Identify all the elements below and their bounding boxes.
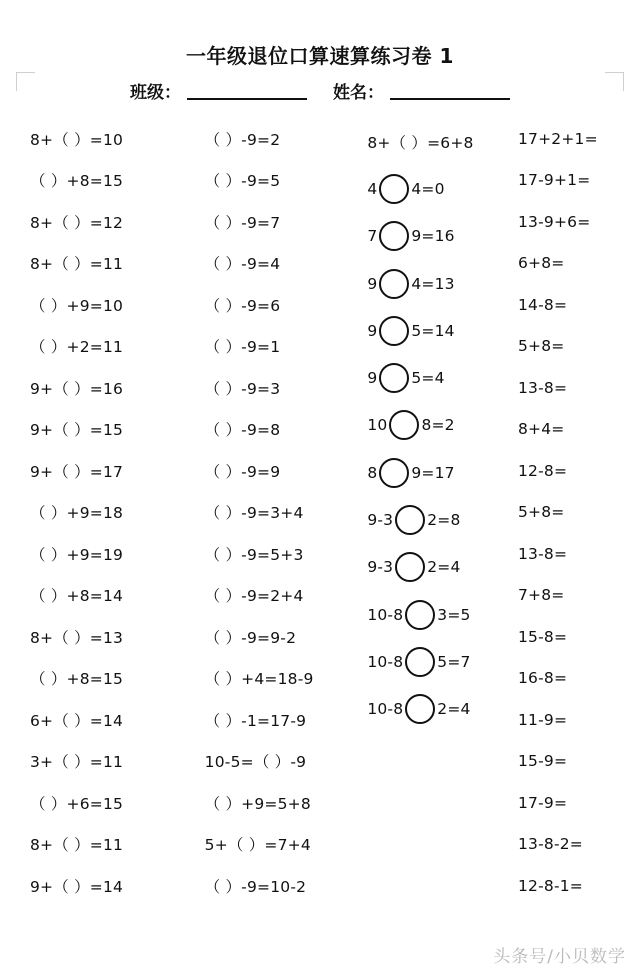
problem-item: （ ）-9=5 — [204, 172, 281, 191]
problem-column-2 — [193, 118, 361, 945]
problem-item: 5+8= — [517, 503, 565, 522]
problem-item: 7+8= — [517, 586, 565, 605]
problem-item: 17-9= — [517, 793, 568, 812]
problem-left: 9 — [367, 274, 378, 293]
problem-item — [363, 260, 513, 307]
problem-item: （ ）-9=3+4 — [204, 504, 304, 523]
problem-item: 6+（ ）=14 — [30, 711, 124, 730]
problem-item — [363, 686, 513, 733]
problem-item: （ ）+9=19 — [30, 545, 124, 564]
problem-column-1 — [18, 118, 190, 945]
problem-left: 9-3 — [367, 511, 394, 530]
problem-item: 8+（ ）=11 — [30, 836, 124, 855]
problem-item: 15-8= — [517, 627, 568, 646]
problem-item: 13-8= — [517, 378, 568, 397]
problem-item — [363, 118, 513, 165]
problem-left: 8+（ ）=6+8 — [367, 133, 474, 152]
problem-item: （ ）-9=2 — [204, 130, 281, 149]
problem-item: （ ）+8=15 — [30, 670, 124, 689]
problem-item: 17-9+1= — [517, 171, 591, 190]
name-blank-line — [390, 97, 510, 100]
problem-item: 8+（ ）=13 — [30, 628, 124, 647]
circle-blank-icon — [395, 552, 425, 582]
problem-item — [363, 165, 513, 212]
circle-blank-icon — [379, 221, 409, 251]
problem-item: 12-8= — [517, 461, 568, 480]
problem-right: 2=4 — [427, 558, 461, 577]
problem-item: （ ）+6=15 — [30, 794, 124, 813]
problem-right: 4=0 — [411, 179, 445, 198]
problem-item: （ ）+4=18-9 — [204, 670, 314, 689]
problem-item: 17+2+1= — [517, 129, 598, 148]
problem-item — [363, 544, 513, 591]
problem-item: （ ）-9=3 — [204, 379, 281, 398]
problem-item: 8+4= — [517, 420, 565, 439]
problem-item: 8+（ ）=10 — [30, 130, 124, 149]
problem-item — [363, 449, 513, 496]
problem-item: 15-9= — [517, 752, 568, 771]
problem-item: 13-9+6= — [517, 212, 591, 231]
problem-item: （ ）-9=1 — [204, 338, 281, 357]
problem-item: （ ）-9=10-2 — [204, 877, 307, 896]
circle-blank-icon — [379, 363, 409, 393]
class-label: 班级： — [130, 83, 181, 103]
problem-item: （ ）-9=5+3 — [204, 545, 304, 564]
problem-item: （ ）-9=9 — [204, 462, 281, 481]
problem-right: 9=17 — [411, 463, 455, 482]
problem-item: 13-8= — [517, 544, 568, 563]
problem-item: （ ）-9=7 — [204, 213, 281, 232]
problem-right: 5=4 — [411, 369, 445, 388]
circle-blank-icon — [379, 316, 409, 346]
problem-columns — [18, 118, 626, 945]
problem-left: 9 — [367, 369, 378, 388]
problem-item: 9+（ ）=14 — [30, 877, 124, 896]
problem-item: （ ）+9=10 — [30, 296, 124, 315]
circle-blank-icon — [405, 647, 435, 677]
problem-right: 2=8 — [427, 511, 461, 530]
problem-left: 9-3 — [367, 558, 394, 577]
problem-left: 7 — [367, 227, 378, 246]
problem-right: 4=13 — [411, 274, 455, 293]
problem-item — [363, 591, 513, 638]
problem-right: 8=2 — [421, 416, 455, 435]
problem-right: 3=5 — [437, 605, 471, 624]
problem-item: （ ）-9=9-2 — [204, 628, 297, 647]
problem-item: 10-5=（ ）-9 — [204, 753, 307, 772]
problem-left: 10-8 — [367, 605, 404, 624]
problem-right: 5=14 — [411, 321, 455, 340]
problem-column-4 — [516, 118, 626, 945]
problem-left: 8 — [367, 463, 378, 482]
problem-right: 5=7 — [437, 652, 471, 671]
circle-blank-icon — [379, 458, 409, 488]
problem-item — [363, 354, 513, 401]
problem-item: （ ）-9=6 — [204, 296, 281, 315]
problem-left: 9 — [367, 321, 378, 340]
problem-left: 4 — [367, 179, 378, 198]
class-blank-line — [187, 97, 307, 100]
problem-item: 3+（ ）=11 — [30, 753, 124, 772]
problem-item: （ ）-9=8 — [204, 421, 281, 440]
problem-item: （ ）-9=2+4 — [204, 587, 304, 606]
problem-item: 9+（ ）=15 — [30, 421, 124, 440]
circle-blank-icon — [379, 174, 409, 204]
problem-item: （ ）+8=14 — [30, 587, 124, 606]
problem-right: 2=4 — [437, 700, 471, 719]
name-label: 姓名： — [333, 83, 384, 103]
problem-item: （ ）+2=11 — [30, 338, 124, 357]
problem-item — [363, 638, 513, 685]
problem-item — [363, 213, 513, 260]
problem-item: 12-8-1= — [517, 876, 583, 895]
student-info-row — [0, 78, 640, 103]
problem-item — [363, 496, 513, 543]
problem-item: 8+（ ）=11 — [30, 255, 124, 274]
problem-right: 9=16 — [411, 227, 455, 246]
circle-blank-icon — [379, 269, 409, 299]
problem-item: 11-9= — [517, 710, 568, 729]
problem-item: 5+（ ）=7+4 — [204, 836, 311, 855]
problem-item: 5+8= — [517, 337, 565, 356]
problem-item — [363, 307, 513, 354]
problem-item: （ ）-1=17-9 — [204, 711, 307, 730]
problem-item: 8+（ ）=12 — [30, 213, 124, 232]
problem-left: 10 — [367, 416, 388, 435]
problem-item: （ ）+9=18 — [30, 504, 124, 523]
problem-item: （ ）+9=5+8 — [204, 794, 311, 813]
problem-item: 13-8-2= — [517, 835, 583, 854]
problem-item: 9+（ ）=16 — [30, 379, 124, 398]
circle-blank-icon — [405, 600, 435, 630]
page-title: 一年级退位口算速算练习卷 1 — [186, 44, 454, 68]
problem-item: （ ）-9=4 — [204, 255, 281, 274]
problem-left: 10-8 — [367, 700, 404, 719]
watermark: 头条号/小贝数学 — [493, 947, 626, 967]
circle-blank-icon — [395, 505, 425, 535]
problem-left: 10-8 — [367, 652, 404, 671]
problem-item: 9+（ ）=17 — [30, 462, 124, 481]
problem-item: 16-8= — [517, 669, 568, 688]
problem-item: 6+8= — [517, 254, 565, 273]
problem-item: （ ）+8=15 — [30, 172, 124, 191]
circle-blank-icon — [405, 694, 435, 724]
problem-item — [363, 402, 513, 449]
problem-item: 14-8= — [517, 295, 568, 314]
circle-blank-icon — [389, 410, 419, 440]
problem-column-3 — [363, 118, 513, 945]
